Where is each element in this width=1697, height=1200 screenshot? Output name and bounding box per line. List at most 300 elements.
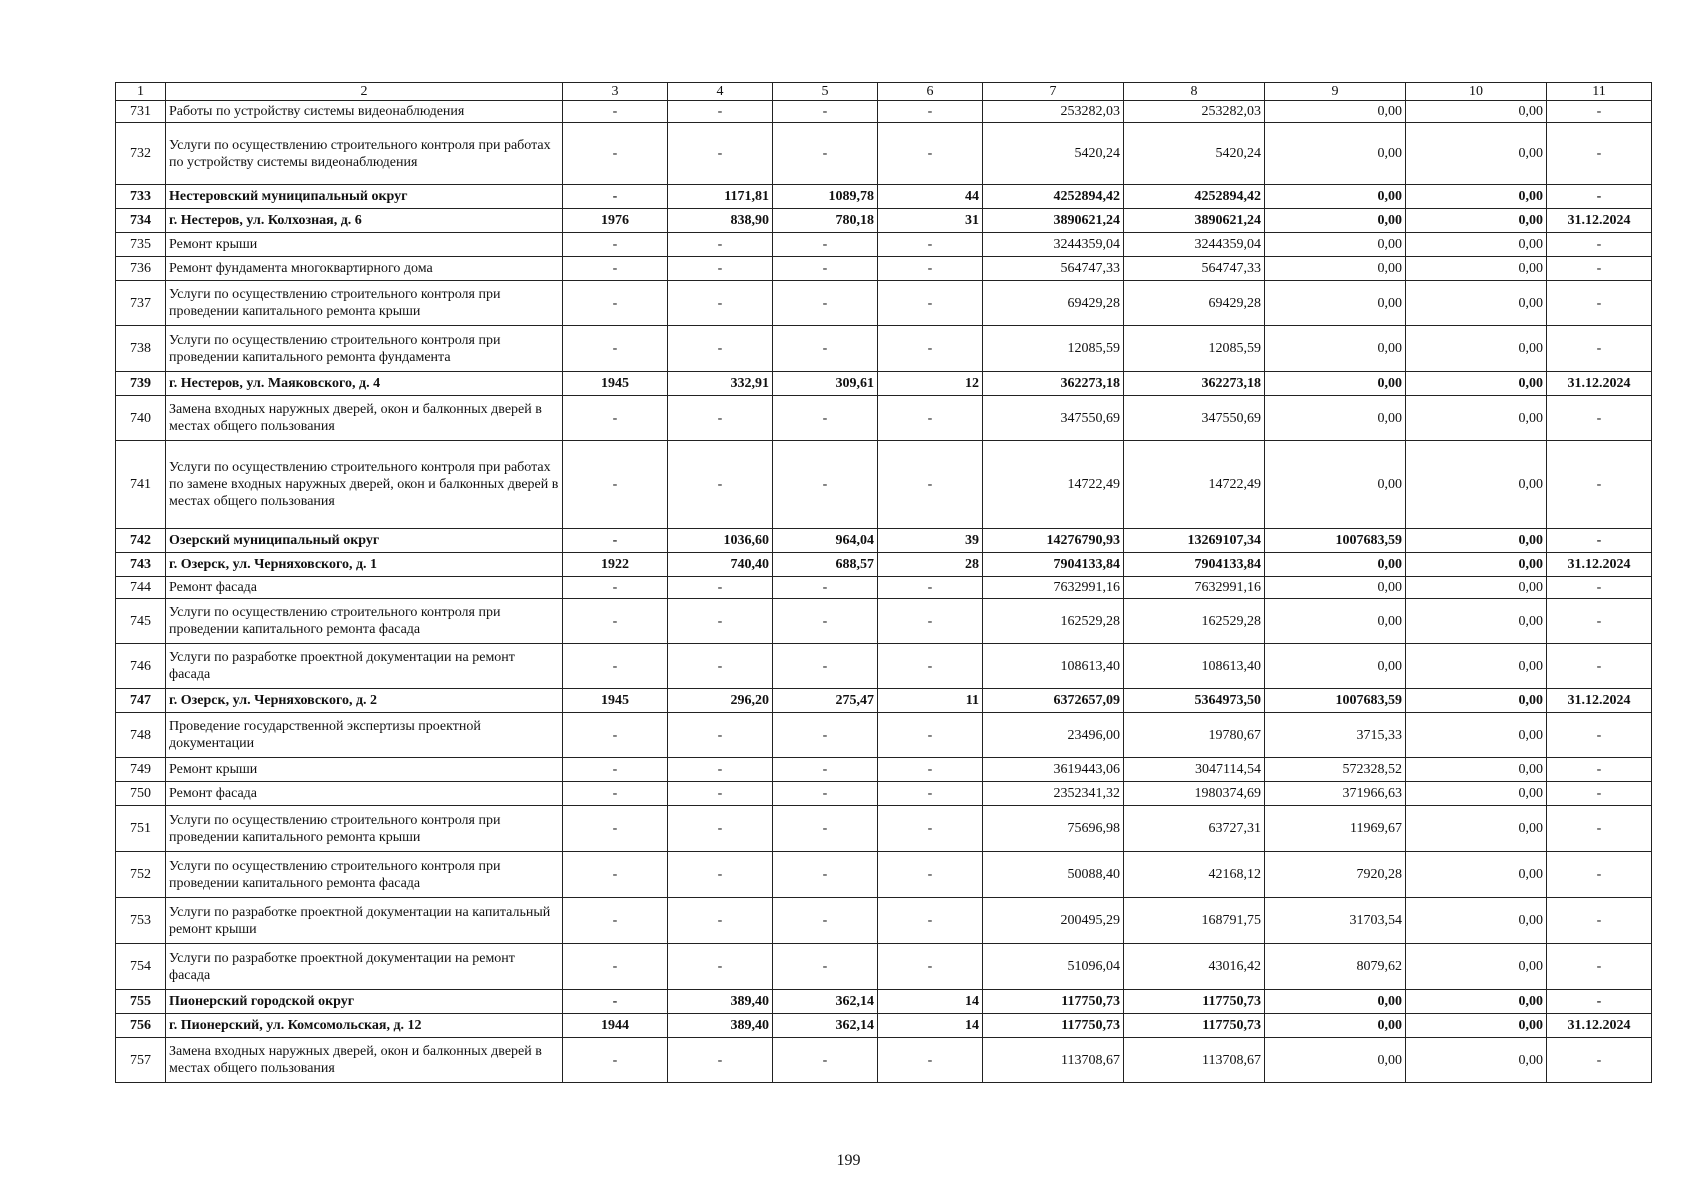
table-cell: - bbox=[773, 713, 878, 758]
table-cell: - bbox=[668, 577, 773, 599]
table-cell: 0,00 bbox=[1406, 396, 1547, 441]
table-cell: 31.12.2024 bbox=[1547, 553, 1652, 577]
table-cell: 371966,63 bbox=[1265, 782, 1406, 806]
table-cell: 0,00 bbox=[1265, 281, 1406, 326]
table-cell: Услуги по осуществлению строительного контроля при проведении капитального ремонта фундамента bbox=[166, 326, 563, 372]
table-cell: 0,00 bbox=[1406, 185, 1547, 209]
table-cell: 0,00 bbox=[1406, 713, 1547, 758]
table-cell: 51096,04 bbox=[983, 944, 1124, 990]
table-cell: 731 bbox=[116, 101, 166, 123]
table-cell: 747 bbox=[116, 689, 166, 713]
table-cell: 6372657,09 bbox=[983, 689, 1124, 713]
table-cell: - bbox=[668, 944, 773, 990]
table-cell: - bbox=[668, 396, 773, 441]
table-cell: Услуги по разработке проектной документации на капитальный ремонт крыши bbox=[166, 898, 563, 944]
column-header: 11 bbox=[1547, 83, 1652, 101]
table-cell: - bbox=[563, 326, 668, 372]
table-cell: - bbox=[563, 852, 668, 898]
table-cell: 389,40 bbox=[668, 990, 773, 1014]
table-cell: - bbox=[668, 644, 773, 689]
table-cell: - bbox=[878, 599, 983, 644]
table-cell: - bbox=[563, 782, 668, 806]
table-cell: 732 bbox=[116, 123, 166, 185]
table-cell: - bbox=[1547, 123, 1652, 185]
table-cell: 838,90 bbox=[668, 209, 773, 233]
table-cell: 347550,69 bbox=[983, 396, 1124, 441]
table-cell: - bbox=[563, 123, 668, 185]
table-cell: - bbox=[563, 257, 668, 281]
table-cell: 7904133,84 bbox=[983, 553, 1124, 577]
table-cell: 0,00 bbox=[1406, 806, 1547, 852]
table-cell: г. Озерск, ул. Черняховского, д. 1 bbox=[166, 553, 563, 577]
table-cell: 0,00 bbox=[1406, 990, 1547, 1014]
table-cell: 13269107,34 bbox=[1124, 529, 1265, 553]
table-cell: - bbox=[773, 944, 878, 990]
table-cell: 108613,40 bbox=[983, 644, 1124, 689]
table-cell: - bbox=[773, 782, 878, 806]
table-cell: 0,00 bbox=[1265, 185, 1406, 209]
table-cell: - bbox=[773, 101, 878, 123]
table-cell: 0,00 bbox=[1406, 1014, 1547, 1038]
table-cell: 1976 bbox=[563, 209, 668, 233]
table-cell: 0,00 bbox=[1406, 599, 1547, 644]
table-cell: - bbox=[878, 782, 983, 806]
table-cell: 12085,59 bbox=[983, 326, 1124, 372]
table-cell: 5420,24 bbox=[1124, 123, 1265, 185]
table-cell: 0,00 bbox=[1265, 599, 1406, 644]
table-cell: 117750,73 bbox=[983, 990, 1124, 1014]
table-cell: 1007683,59 bbox=[1265, 689, 1406, 713]
table-cell: 7904133,84 bbox=[1124, 553, 1265, 577]
column-header: 3 bbox=[563, 83, 668, 101]
table-cell: - bbox=[773, 599, 878, 644]
table-cell: - bbox=[668, 1038, 773, 1083]
table-cell: - bbox=[668, 758, 773, 782]
table-cell: 0,00 bbox=[1265, 1014, 1406, 1038]
table-cell: 1171,81 bbox=[668, 185, 773, 209]
table-row bbox=[116, 990, 1652, 1014]
table-row bbox=[116, 644, 1652, 689]
table-cell: 31.12.2024 bbox=[1547, 1014, 1652, 1038]
table-cell: 744 bbox=[116, 577, 166, 599]
table-cell: - bbox=[1547, 898, 1652, 944]
table-cell: - bbox=[668, 123, 773, 185]
table-cell: 3244359,04 bbox=[983, 233, 1124, 257]
column-header: 10 bbox=[1406, 83, 1547, 101]
table-cell: 31.12.2024 bbox=[1547, 209, 1652, 233]
table-cell: - bbox=[878, 123, 983, 185]
table-cell: 3244359,04 bbox=[1124, 233, 1265, 257]
table-cell: 0,00 bbox=[1406, 689, 1547, 713]
table-row bbox=[116, 553, 1652, 577]
column-header: 7 bbox=[983, 83, 1124, 101]
table-cell: 253282,03 bbox=[983, 101, 1124, 123]
table-cell: 0,00 bbox=[1265, 233, 1406, 257]
column-header: 9 bbox=[1265, 83, 1406, 101]
table-row bbox=[116, 1038, 1652, 1083]
table-cell: - bbox=[878, 806, 983, 852]
table-cell: 5420,24 bbox=[983, 123, 1124, 185]
table-row bbox=[116, 529, 1652, 553]
table-cell: - bbox=[773, 1038, 878, 1083]
table-cell: - bbox=[878, 944, 983, 990]
table-cell: 0,00 bbox=[1265, 577, 1406, 599]
table-cell: - bbox=[668, 782, 773, 806]
table-cell: 43016,42 bbox=[1124, 944, 1265, 990]
table-row bbox=[116, 944, 1652, 990]
table-cell: 753 bbox=[116, 898, 166, 944]
table-cell: - bbox=[1547, 758, 1652, 782]
table-cell: 735 bbox=[116, 233, 166, 257]
table-cell: - bbox=[773, 644, 878, 689]
table-cell: 733 bbox=[116, 185, 166, 209]
table-cell: 162529,28 bbox=[1124, 599, 1265, 644]
table-cell: - bbox=[1547, 806, 1652, 852]
table-cell: Услуги по разработке проектной документации на ремонт фасада bbox=[166, 644, 563, 689]
table-cell: - bbox=[1547, 1038, 1652, 1083]
table-cell: 756 bbox=[116, 1014, 166, 1038]
table-cell: 362,14 bbox=[773, 990, 878, 1014]
table-cell: Ремонт фасада bbox=[166, 782, 563, 806]
table-row bbox=[116, 599, 1652, 644]
table-cell: - bbox=[878, 396, 983, 441]
table-cell: 11969,67 bbox=[1265, 806, 1406, 852]
table-row bbox=[116, 209, 1652, 233]
table-row bbox=[116, 758, 1652, 782]
table-cell: - bbox=[563, 758, 668, 782]
table-cell: 0,00 bbox=[1406, 372, 1547, 396]
table-cell: 740,40 bbox=[668, 553, 773, 577]
table-cell: 117750,73 bbox=[983, 1014, 1124, 1038]
table-cell: Услуги по осуществлению строительного контроля при работах по замене входных наружных дверей, окон и балконных дверей в местах общего пользования bbox=[166, 441, 563, 529]
table-row bbox=[116, 185, 1652, 209]
table-cell: - bbox=[1547, 281, 1652, 326]
table-cell: 0,00 bbox=[1265, 990, 1406, 1014]
table-row bbox=[116, 257, 1652, 281]
table-cell: - bbox=[773, 898, 878, 944]
table-cell: 75696,98 bbox=[983, 806, 1124, 852]
table-row bbox=[116, 281, 1652, 326]
table-cell: - bbox=[563, 1038, 668, 1083]
table-cell: г. Нестеров, ул. Маяковского, д. 4 bbox=[166, 372, 563, 396]
table-cell: Проведение государственной экспертизы проектной документации bbox=[166, 713, 563, 758]
table-cell: 3715,33 bbox=[1265, 713, 1406, 758]
table-row bbox=[116, 713, 1652, 758]
table-cell: Услуги по осуществлению строительного контроля при работах по устройству системы видеонаблюдения bbox=[166, 123, 563, 185]
page-number: 199 bbox=[836, 1152, 861, 1169]
table-cell: 754 bbox=[116, 944, 166, 990]
table-cell: 0,00 bbox=[1406, 852, 1547, 898]
table-cell: 734 bbox=[116, 209, 166, 233]
table-cell: - bbox=[773, 441, 878, 529]
table-cell: 1944 bbox=[563, 1014, 668, 1038]
table-cell: - bbox=[773, 233, 878, 257]
table-cell: - bbox=[773, 123, 878, 185]
table-cell: 14722,49 bbox=[983, 441, 1124, 529]
column-header: 2 bbox=[166, 83, 563, 101]
table-cell: - bbox=[563, 441, 668, 529]
table-cell: 1945 bbox=[563, 689, 668, 713]
table-cell: - bbox=[1547, 713, 1652, 758]
table-cell: 19780,67 bbox=[1124, 713, 1265, 758]
table-cell: - bbox=[773, 326, 878, 372]
table-cell: - bbox=[563, 281, 668, 326]
table-cell: - bbox=[878, 852, 983, 898]
table-cell: 362,14 bbox=[773, 1014, 878, 1038]
table-cell: - bbox=[563, 806, 668, 852]
table-cell: - bbox=[1547, 644, 1652, 689]
table-cell: 31703,54 bbox=[1265, 898, 1406, 944]
table-cell: - bbox=[668, 101, 773, 123]
table-cell: 12 bbox=[878, 372, 983, 396]
table-cell: 572328,52 bbox=[1265, 758, 1406, 782]
table-cell: 14 bbox=[878, 990, 983, 1014]
table-cell: Замена входных наружных дверей, окон и балконных дверей в местах общего пользования bbox=[166, 396, 563, 441]
table-cell: Замена входных наружных дверей, окон и балконных дверей в местах общего пользования bbox=[166, 1038, 563, 1083]
table-cell: - bbox=[878, 644, 983, 689]
table-cell: - bbox=[668, 898, 773, 944]
table-row bbox=[116, 101, 1652, 123]
table-cell: - bbox=[563, 898, 668, 944]
table-cell: 7632991,16 bbox=[1124, 577, 1265, 599]
table-row bbox=[116, 326, 1652, 372]
table-cell: Услуги по разработке проектной документации на ремонт фасада bbox=[166, 944, 563, 990]
header-row bbox=[116, 83, 1652, 101]
table-cell: 1945 bbox=[563, 372, 668, 396]
table-cell: 745 bbox=[116, 599, 166, 644]
table-cell: 1089,78 bbox=[773, 185, 878, 209]
table-cell: 4252894,42 bbox=[1124, 185, 1265, 209]
table-cell: 0,00 bbox=[1406, 101, 1547, 123]
table-cell: - bbox=[668, 281, 773, 326]
table-cell: 738 bbox=[116, 326, 166, 372]
table-cell: 12085,59 bbox=[1124, 326, 1265, 372]
table-cell: - bbox=[878, 281, 983, 326]
table-cell: - bbox=[1547, 257, 1652, 281]
table-cell: 755 bbox=[116, 990, 166, 1014]
table-cell: - bbox=[563, 185, 668, 209]
table-cell: - bbox=[563, 101, 668, 123]
table-cell: 0,00 bbox=[1265, 1038, 1406, 1083]
column-header: 5 bbox=[773, 83, 878, 101]
table-cell: 5364973,50 bbox=[1124, 689, 1265, 713]
table-cell: - bbox=[563, 599, 668, 644]
table-cell: 162529,28 bbox=[983, 599, 1124, 644]
table-cell: Ремонт фундамента многоквартирного дома bbox=[166, 257, 563, 281]
table-row bbox=[116, 233, 1652, 257]
table-cell: - bbox=[773, 758, 878, 782]
table-cell: 740 bbox=[116, 396, 166, 441]
table-cell: 0,00 bbox=[1265, 372, 1406, 396]
table-row bbox=[116, 372, 1652, 396]
table-cell: 0,00 bbox=[1406, 209, 1547, 233]
column-header: 1 bbox=[116, 83, 166, 101]
table-cell: 168791,75 bbox=[1124, 898, 1265, 944]
table-cell: - bbox=[1547, 599, 1652, 644]
table-cell: 0,00 bbox=[1265, 326, 1406, 372]
table-cell: 3047114,54 bbox=[1124, 758, 1265, 782]
table-cell: - bbox=[668, 441, 773, 529]
table-cell: 1980374,69 bbox=[1124, 782, 1265, 806]
table-cell: - bbox=[563, 233, 668, 257]
table-cell: 117750,73 bbox=[1124, 990, 1265, 1014]
table-cell: - bbox=[668, 326, 773, 372]
table-cell: - bbox=[878, 257, 983, 281]
table-cell: 253282,03 bbox=[1124, 101, 1265, 123]
table-cell: Пионерский городской округ bbox=[166, 990, 563, 1014]
table-cell: 347550,69 bbox=[1124, 396, 1265, 441]
table-cell: 3890621,24 bbox=[1124, 209, 1265, 233]
table-cell: 0,00 bbox=[1265, 101, 1406, 123]
table-cell: 69429,28 bbox=[983, 281, 1124, 326]
table-cell: г. Пионерский, ул. Комсомольская, д. 12 bbox=[166, 1014, 563, 1038]
table-cell: 275,47 bbox=[773, 689, 878, 713]
table-cell: 44 bbox=[878, 185, 983, 209]
table-cell: 23496,00 bbox=[983, 713, 1124, 758]
table-cell: 0,00 bbox=[1406, 233, 1547, 257]
table-cell: - bbox=[773, 257, 878, 281]
table-cell: - bbox=[563, 644, 668, 689]
table-cell: 0,00 bbox=[1265, 396, 1406, 441]
table-cell: - bbox=[878, 577, 983, 599]
table-cell: - bbox=[1547, 185, 1652, 209]
table-cell: 2352341,32 bbox=[983, 782, 1124, 806]
table-cell: 28 bbox=[878, 553, 983, 577]
table-cell: - bbox=[563, 396, 668, 441]
table-cell: 3619443,06 bbox=[983, 758, 1124, 782]
table-cell: 964,04 bbox=[773, 529, 878, 553]
table-cell: Ремонт фасада bbox=[166, 577, 563, 599]
table-cell: 11 bbox=[878, 689, 983, 713]
table-cell: 63727,31 bbox=[1124, 806, 1265, 852]
table-cell: 0,00 bbox=[1265, 553, 1406, 577]
table-cell: - bbox=[1547, 852, 1652, 898]
table-cell: 751 bbox=[116, 806, 166, 852]
table-cell: - bbox=[878, 441, 983, 529]
table-body bbox=[116, 83, 1652, 1083]
table-cell: 564747,33 bbox=[1124, 257, 1265, 281]
table-cell: 0,00 bbox=[1406, 644, 1547, 689]
table-cell: 743 bbox=[116, 553, 166, 577]
table-cell: 742 bbox=[116, 529, 166, 553]
data-table bbox=[115, 82, 1652, 1083]
table-cell: 0,00 bbox=[1265, 209, 1406, 233]
table-cell: - bbox=[878, 713, 983, 758]
table-cell: - bbox=[1547, 101, 1652, 123]
table-cell: 1007683,59 bbox=[1265, 529, 1406, 553]
table-cell: Озерский муниципальный округ bbox=[166, 529, 563, 553]
table-row bbox=[116, 852, 1652, 898]
table-cell: - bbox=[773, 806, 878, 852]
table-cell: 31.12.2024 bbox=[1547, 689, 1652, 713]
table-cell: - bbox=[563, 944, 668, 990]
table-row bbox=[116, 396, 1652, 441]
table-cell: - bbox=[1547, 782, 1652, 806]
table-cell: 564747,33 bbox=[983, 257, 1124, 281]
table-cell: - bbox=[878, 233, 983, 257]
table-cell: - bbox=[563, 713, 668, 758]
table-cell: - bbox=[1547, 577, 1652, 599]
table-cell: 389,40 bbox=[668, 1014, 773, 1038]
table-cell: 296,20 bbox=[668, 689, 773, 713]
table-cell: 780,18 bbox=[773, 209, 878, 233]
table-cell: г. Нестеров, ул. Колхозная, д. 6 bbox=[166, 209, 563, 233]
table-cell: - bbox=[773, 852, 878, 898]
table-cell: 108613,40 bbox=[1124, 644, 1265, 689]
table-cell: 0,00 bbox=[1406, 758, 1547, 782]
table-cell: 14722,49 bbox=[1124, 441, 1265, 529]
table-cell: 746 bbox=[116, 644, 166, 689]
table-cell: 1922 bbox=[563, 553, 668, 577]
table-cell: 749 bbox=[116, 758, 166, 782]
table-cell: Услуги по осуществлению строительного контроля при проведении капитального ремонта крыши bbox=[166, 806, 563, 852]
table-cell: - bbox=[1547, 944, 1652, 990]
table-cell: Работы по устройству системы видеонаблюдения bbox=[166, 101, 563, 123]
table-cell: 4252894,42 bbox=[983, 185, 1124, 209]
table-cell: 362273,18 bbox=[1124, 372, 1265, 396]
table-row bbox=[116, 441, 1652, 529]
table-cell: 0,00 bbox=[1406, 123, 1547, 185]
table-cell: 0,00 bbox=[1265, 441, 1406, 529]
table-cell: 31.12.2024 bbox=[1547, 372, 1652, 396]
table-cell: 113708,67 bbox=[983, 1038, 1124, 1083]
table-cell: - bbox=[878, 326, 983, 372]
table-cell: 0,00 bbox=[1406, 577, 1547, 599]
table-cell: 739 bbox=[116, 372, 166, 396]
table-cell: 737 bbox=[116, 281, 166, 326]
table-cell: - bbox=[563, 990, 668, 1014]
table-cell: 0,00 bbox=[1265, 123, 1406, 185]
table-cell: - bbox=[668, 257, 773, 281]
table-cell: - bbox=[878, 101, 983, 123]
table-cell: 362273,18 bbox=[983, 372, 1124, 396]
table-row bbox=[116, 806, 1652, 852]
table-cell: 0,00 bbox=[1406, 553, 1547, 577]
table-cell: 741 bbox=[116, 441, 166, 529]
table-cell: 748 bbox=[116, 713, 166, 758]
table-cell: - bbox=[563, 577, 668, 599]
table-cell: - bbox=[773, 396, 878, 441]
table-cell: 8079,62 bbox=[1265, 944, 1406, 990]
table-cell: - bbox=[1547, 326, 1652, 372]
table-cell: 117750,73 bbox=[1124, 1014, 1265, 1038]
table-cell: - bbox=[773, 577, 878, 599]
table-cell: 50088,40 bbox=[983, 852, 1124, 898]
table-cell: - bbox=[668, 806, 773, 852]
table-cell: 0,00 bbox=[1406, 326, 1547, 372]
table-cell: Услуги по осуществлению строительного контроля при проведении капитального ремонта фасада bbox=[166, 852, 563, 898]
table-cell: - bbox=[668, 599, 773, 644]
table-cell: - bbox=[1547, 441, 1652, 529]
column-header: 8 bbox=[1124, 83, 1265, 101]
table-cell: 14276790,93 bbox=[983, 529, 1124, 553]
table-cell: Услуги по осуществлению строительного контроля при проведении капитального ремонта крыши bbox=[166, 281, 563, 326]
table-cell: - bbox=[878, 898, 983, 944]
table-cell: - bbox=[1547, 396, 1652, 441]
table-cell: 3890621,24 bbox=[983, 209, 1124, 233]
table-cell: 757 bbox=[116, 1038, 166, 1083]
table-cell: 0,00 bbox=[1406, 529, 1547, 553]
table-cell: 309,61 bbox=[773, 372, 878, 396]
table-cell: - bbox=[668, 233, 773, 257]
table-row bbox=[116, 898, 1652, 944]
table-cell: 0,00 bbox=[1406, 1038, 1547, 1083]
table-cell: Нестеровский муниципальный округ bbox=[166, 185, 563, 209]
table-cell: 1036,60 bbox=[668, 529, 773, 553]
table-cell: - bbox=[878, 758, 983, 782]
table-cell: - bbox=[1547, 529, 1652, 553]
table-cell: 0,00 bbox=[1406, 441, 1547, 529]
